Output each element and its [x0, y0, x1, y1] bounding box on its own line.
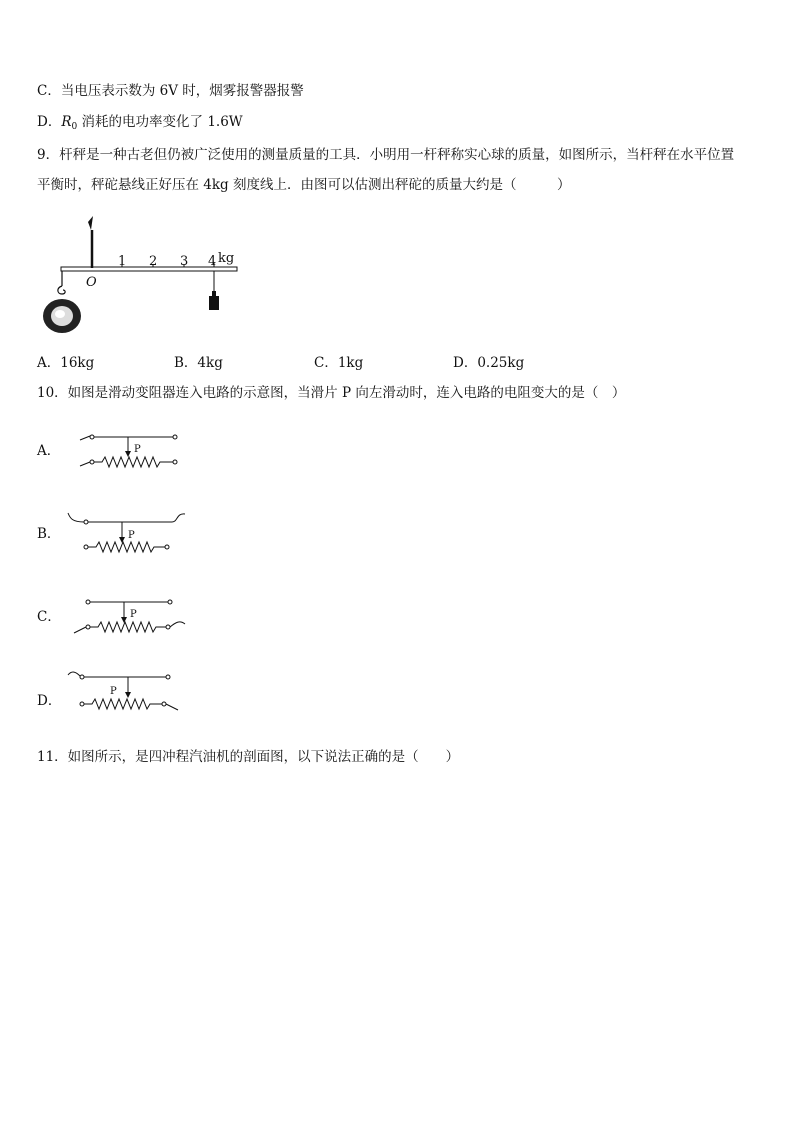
hook-icon — [58, 286, 65, 294]
q9-option-a: A．16kg — [37, 355, 95, 371]
weight-icon — [209, 296, 219, 310]
tick-label-1: 1 — [118, 254, 127, 269]
question-10: 10．如图是滑动变阻器连入电路的示意图，当滑片 P 向左滑动时，连入电路的电阻变大的是（ ） — [37, 385, 626, 401]
q9-option-c: C．1kg — [314, 355, 364, 371]
option-d-text: 消耗的电功率变化了 1.6W — [77, 114, 243, 130]
option-d-prev — [37, 113, 243, 136]
option-c-prev: C．当电压表示数为 6V 时，烟雾报警器报警 — [37, 83, 304, 99]
q10-option-d: D． — [37, 693, 62, 709]
question-9-line-1: 9．杆秤是一种古老但仍被广泛使用的测量质量的工具．小明用一杆秤称实心球的质量，如图所示，当杆秤在水平位置 — [37, 147, 735, 163]
q9-option-b: B．4kg — [174, 355, 223, 371]
tick-label-3: 3 — [180, 254, 189, 269]
slider-p-b: P — [128, 530, 135, 541]
steelyard-beam — [61, 267, 237, 271]
pivot-label: O — [86, 275, 97, 290]
slider-p-a: P — [134, 444, 141, 455]
hand-icon — [88, 216, 93, 230]
ball-icon — [43, 299, 81, 333]
q10-option-a: A． — [37, 443, 61, 459]
q10-option-b: B． — [37, 526, 61, 542]
unit-label: kg — [218, 251, 235, 266]
q9-option-d: D．0.25kg — [453, 355, 525, 371]
q10-option-c: C． — [37, 609, 61, 625]
resistor-subscript: 0 — [71, 122, 78, 132]
slider-p-c: P — [130, 609, 137, 620]
tick-label-4: 4 — [208, 254, 217, 269]
question-9-line-2: 平衡时，秤砣悬线正好压在 4kg 刻度线上．由图可以估测出秤砣的质量大约是（ ） — [37, 177, 571, 193]
question-11: 11．如图所示，是四冲程汽油机的剖面图，以下说法正确的是（ ） — [37, 749, 460, 765]
resistor-symbol: R — [61, 114, 72, 130]
option-d-prefix: D． — [37, 114, 62, 130]
slider-p-d: P — [110, 686, 117, 697]
tick-label-2: 2 — [149, 254, 158, 269]
